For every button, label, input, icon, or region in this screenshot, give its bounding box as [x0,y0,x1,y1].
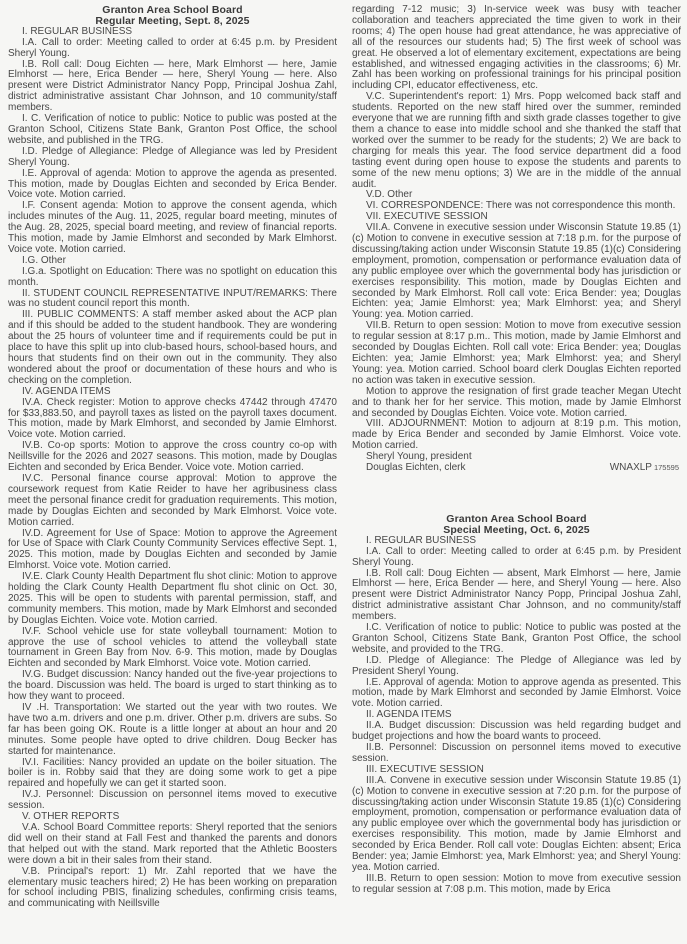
paragraph: I. C. Verification of notice to public: Notice to public was posted at the Granton School, Citizens State Bank, Granton Post Office, the school website, and published in the TRG. [8,113,337,146]
paragraph: I.E. Approval of agenda: Motion to approve the agenda as presented. This motion, made by Douglas Eichten and seconded by Erica Bender. Voice vote. Motion carried. [8,167,337,201]
paragraph: VII. EXECUTIVE SESSION [366,211,488,223]
paragraph: III. EXECUTIVE SESSION [366,763,484,775]
paragraph: IV.D. Agreement for Use of Space: Motion to approve the Agreement for Use of Space with Clark County Community Services effective Sept. 1, 2025. This motion, made by Douglas Eichten and seconded by Jamie Elmhorst. Voice vote. Motion carried. [8,527,337,572]
paragraph: IV.E. Clark County Health Department flu shot clinic: Motion to approve holding the Clark County Health Department flu shot clinic on Oct. 30, 2025. This will be open to students with parental permission, staff, and community members. This motion, made by Mark Elmhorst and seconded by Douglas Eichten. Voice vote. Motion carried. [8,571,337,626]
paragraph: IV.J. Personnel: Discussion on personnel items moved to executive session. [8,789,337,812]
paragraph: III.A. Convene in executive session under Wisconsin Statute 19.85 (1)(c) Motion to convene in executive session at 7:20 p.m. for the purpose of discussing/taking action under Wisconsin Statute 19.85 (1)(c) Considering employment, promotion, compensation or performance evaluation data of any public employee over which the governmental body has jurisdiction or exercises responsibility. This motion, made by Jamie Elmhorst and seconded by Erica Bender. Roll call vote: Douglas Eichten: absent; Erica Bender: yea; Jamie Elmhorst: yea, Mark Elmhorst: yea; and Sheryl Young: yea. Motion carried. [352,774,681,873]
paragraph: I.F. Consent agenda: Motion to approve the consent agenda, which includes minutes of the Aug. 11, 2025, regular board meeting, minutes of the Aug. 28, 2025, special board meeting, and review of financial reports. This motion, made by Jamie Elmhorst and seconded by Mark Elmhorst. Voice vote. Motion carried. [8,200,337,255]
paragraph: II.A. Budget discussion: Discussion was held regarding budget and budget projections and how the board wants to proceed. [352,720,681,743]
paragraph: IV.A. Check register: Motion to approve checks 47442 through 47470 for $33,883.50, and payroll taxes as listed on the payroll taxes document. This motion, made by Mark Elmhorst, and seconded by Jamie Elmhorst. Voice vote. Motion carried. [8,396,337,441]
paragraph: I.C. Verification of notice to public: Notice to public was posted at the Granton School, Citizens State Bank, Granton Post Office, the school website, and provided to the TRG. [352,622,681,655]
paragraph: Motion to approve the resignation of first grade teacher Megan Utecht and to thank her for her service. This motion, made by Jamie Elmhorst and seconded by Douglas Eichten. Voice vote. Motion carried. [352,385,681,419]
paragraph: VII.B. Return to open session: Motion to move from executive session to regular session at 8:17 p.m.. This motion, made by Jamie Elmhorst and seconded by Douglas Eichten. Roll call vote: Erica Bender: yea; Douglas Eichten: yea; Jamie Elmhorst: yea; Mark Elmhorst: yea; and Sheryl Young: yea. Motion carried. School board clerk Douglas Eichten reported no action was taken in executive session. [352,320,681,386]
paragraph: II. AGENDA ITEMS [366,709,452,721]
paragraph: III. PUBLIC COMMENTS: A staff member asked about the ACP plan and if this should be added to the student handbook. They are wondering about the 25 hours of volunteer time and if requirements could be put in place to have this split up into club-based hours, school-based hours, and hours that students find on their own out in the community. They also wondered about the proof or documentation of these hours and who is checking on the completion. [8,309,337,386]
column-right [352,5,681,944]
paragraph: I.B. Roll call: Doug Eichten — absent, Mark Elmhorst — here, Jamie Elmhorst — here, Erica Bender — here, and Sheryl Young — here. Also present were District Administrator Nancy Popp, Principal Joshua Zahl, district administrative assistant Char Johnson, and no community/staff members. [352,567,681,623]
paragraph: I.B. Roll call: Doug Eichten — here, Mark Elmhorst — here, Jamie Elmhorst — here, Erica Bender — here, Sheryl Young — here. Also present were District Administrator Nancy Popp, Principal Joshua Zahl, district administrative assistant Char Johnson, and 10 community/staff members. [8,58,337,114]
paragraph: IV.G. Budget discussion: Nancy handed out the five-year projections to the board. Discussion was held. The board is urged to start thinking as to how they want to proceed. [8,669,337,703]
paragraph: II. STUDENT COUNCIL REPRESENTATIVE INPUT/REMARKS: There was no student council report this month. [8,287,337,310]
notice-title: Regular Meeting, Sept. 8, 2025 [95,14,250,27]
paragraph: V.D. Other [366,189,413,201]
paragraph: I.D. Pledge of Allegiance: Pledge of Allegiance was led by President Sheryl Young. [8,145,337,168]
paragraph: II.B. Personnel: Discussion on personnel items moved to executive session. [352,742,681,764]
paragraph: I.A. Call to order: Meeting called to order at 6:45 p.m. by President Sheryl Young. [8,36,337,59]
wnaxlp-tag: WNAXLP [609,462,652,474]
paragraph: I. REGULAR BUSINESS [366,534,477,546]
signature-line-with-tag [352,463,681,474]
publication-tag [610,463,681,474]
clerk-signature: Douglas Eichten, clerk [366,462,466,474]
signature-line: Sheryl Young, president [366,451,472,463]
paragraph: I.G. Other [22,254,66,266]
paragraph: V. OTHER REPORTS [22,811,120,823]
paragraph: VIII. ADJOURNMENT: Motion to adjourn at 8:19 p.m. This motion, made by Erica Bender and seconded by Jamie Elmhorst. Voice vote. Motion carried. [352,418,681,452]
paragraph: I. REGULAR BUSINESS [22,25,133,37]
spacer [352,474,681,514]
paragraph: IV.I. Facilities: Nancy provided an update on the boiler situation. The boiler is in. Robby said that they are doing some work to get a pipe repaired and hopefully we can get it started soon. [8,756,337,790]
notice-title: Granton Area School Board [102,5,243,16]
paragraph: IV .H. Transportation: We started out the year with two routes. We have two a.m. drivers and one p.m. driver. Other p.m. drivers are subs. So far has been going OK. Route is a little longer at about an hour and 20 minutes. Some people have opted to drive children. Doug Becker has started for maintenance. [8,702,337,757]
continued-paragraph: regarding 7-12 music; 3) In-service week was busy with teacher collaboration and teachers appreciated the time given to work in their rooms; 4) The open house had great attendance, he was appreciative of all of the resources our students had; 5) The first week of school was great. He observed a lot of elementary excitement, expectations are being established, and witnessed engaging activities in the classrooms; 6) Mr. Zahl has been working on professional trainings for his principal position including CPI, educator effectiveness, etc. [352,5,681,92]
paragraph: IV.C. Personal finance course approval: Motion to approve the coursework request from Katie Reider to have her agribusiness class meet the personal finance credit for graduation requirements. This motion, made by Douglas Eichten and seconded by Mark Elmhorst. Voice vote. Motion carried. [8,472,337,528]
paragraph: I.E. Approval of agenda: Motion to approve agenda as presented. This motion, made by Mark Elmhorst and seconded by Jamie Elmhorst. Voice vote. Motion carried. [352,676,681,710]
paragraph: V.C. Superintendent's report: 1) Mrs. Popp welcomed back staff and students. Reported on the new staff hired over the summer, reminded everyone that we are running fifth and sixth grade classes together to give them a chance to ease into middle school and she thanked the staff that worked over the summer to be ready for the students; 2) We are back to charging for meals this year. The food service department did a food tasting event during open house to expose the students and parents to some of the new menu options; 3) We are in the middle of the annual audit. [352,91,681,190]
paragraph: VI. CORRESPONDENCE: There was not correspondence this month. [366,200,676,212]
column-left [8,5,337,944]
paragraph: IV. AGENDA ITEMS [22,385,111,397]
paragraph: III.B. Return to open session: Motion to move from executive session to regular session at 7:08 p.m. This motion, made by Erica [352,872,681,895]
paragraph: I.A. Call to order: Meeting called to order at 6:45 p.m. by President Sheryl Young. [352,545,681,568]
paragraph: VII.A. Convene in executive session under Wisconsin Statute 19.85 (1)(c) Motion to convene in executive session at 7:18 p.m. for the purpose of discussing/taking action under Wisconsin Statute 19.85 (1)(c) Considering employment, promotion, compensation or performance evaluation data of any public employee over which the governmental body has jurisdiction or exercises responsibility. This motion, made by Douglas Eichten and seconded by Mark Elmhorst. Roll call vote: Erica Bender: yea; Douglas Eichten: yea; Jamie Elmhorst: yea; Mark Elmhorst: yea; and Sheryl Young: yea. Motion carried. [352,222,681,321]
paragraph: IV.F. School vehicle use for state volleyball tournament: Motion to approve the use of school vehicles to attend the volleyball state tournament in Green Bay from Nov. 6-9. This motion, made by Douglas Eichten and seconded by Mark Elmhorst. Voice vote. Motion carried. [8,625,337,670]
notice-number: 175595 [653,463,679,473]
notice-title: Special Meeting, Oct. 6, 2025 [443,523,590,536]
paragraph: V.B. Principal's report: 1) Mr. Zahl reported that we have the elementary music teachers hired; 2) He has been working on preparation for school including PBIS, finalizing schedules, confirming crisis teams, and communicating with Neillsville [8,865,337,910]
notice-title: Granton Area School Board [446,512,587,525]
paragraph: IV.B. Co-op sports: Motion to approve the cross country co-op with Neillsville for the 2026 and 2027 seasons. This motion, made by Douglas Eichten and seconded by Erica Bender. Voice vote. Motion carried. [8,440,337,474]
paragraph: I.D. Pledge of Allegiance: The Pledge of Allegiance was led by President Sheryl Young. [352,654,681,677]
paragraph: I.G.a. Spotlight on Education: There was no spotlight on education this month. [8,265,337,288]
paragraph: V.A. School Board Committee reports: Sheryl reported that the seniors did well on their stand at Fall Fest and thanked the parents and donors that helped out with the stand. Mark reported that the Athletic Boosters were down a bit in their sales from their stand. [8,821,337,866]
